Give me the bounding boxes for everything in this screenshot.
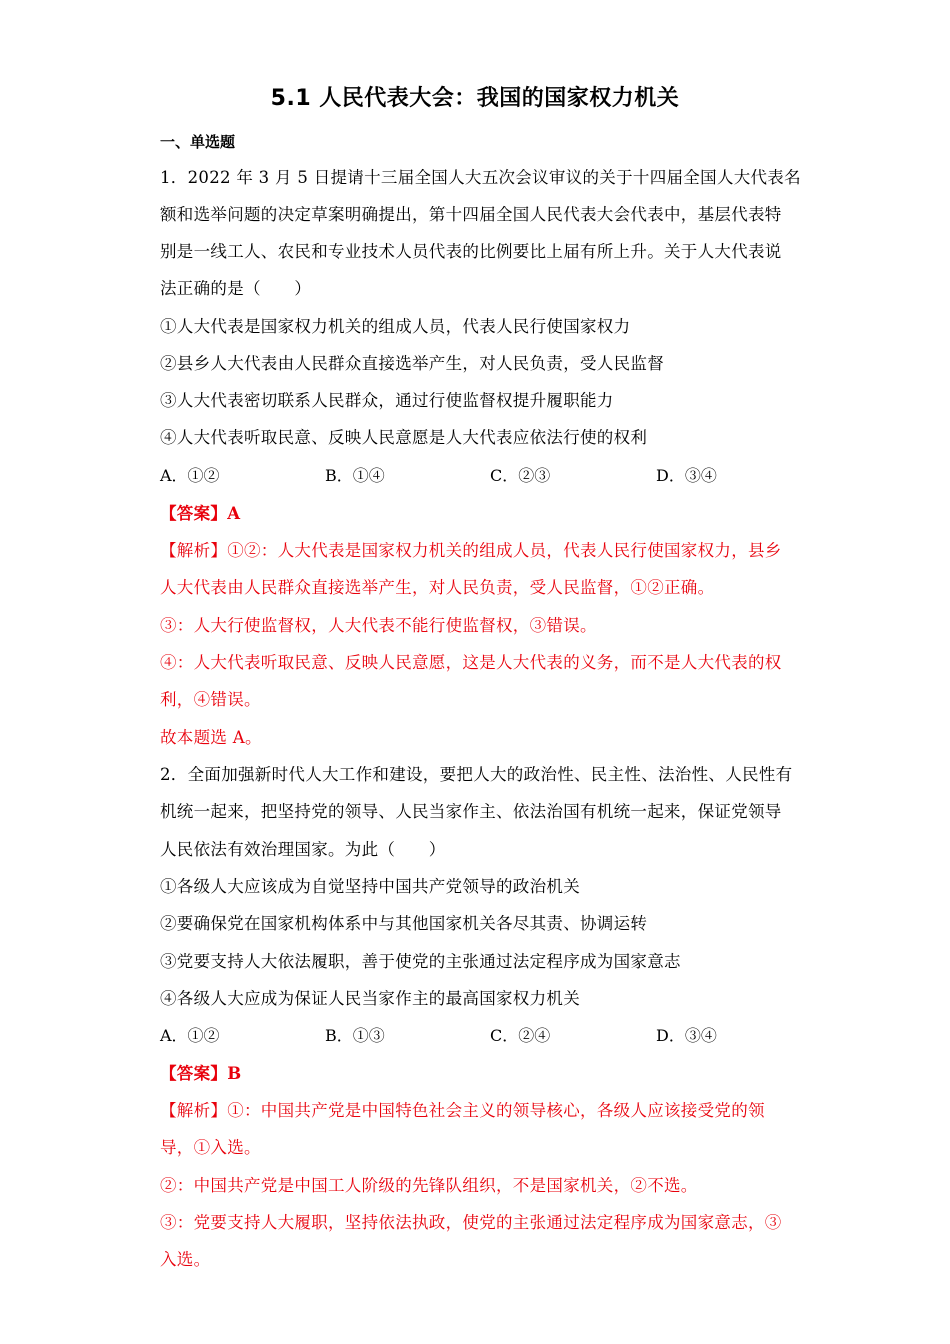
q1-statement: ④人大代表听取民意、反映人民意愿是人大代表应依法行使的权利 <box>160 428 648 447</box>
q2-analysis-line: ③：党要支持人大履职，坚持依法执政，使党的主张通过法定程序成为国家意志，③ <box>160 1213 782 1232</box>
q1-option-b: B．①④ <box>325 466 385 485</box>
q2-stem-line: 机统一起来，把坚持党的领导、人民当家作主、依法治国有机统一起来，保证党领导 <box>160 802 782 821</box>
q1-stem-line: 额和选举问题的决定草案明确提出，第十四届全国人民代表大会代表中，基层代表特 <box>160 205 782 224</box>
q2-statement: ②要确保党在国家机构体系中与其他国家机关各尽其责、协调运转 <box>160 914 648 933</box>
q1-analysis-line: 【解析】①②：人大代表是国家权力机关的组成人员，代表人民行使国家权力，县乡 <box>160 541 782 560</box>
q1-analysis-line: ④：人大代表听取民意、反映人民意愿，这是人大代表的义务，而不是人大代表的权 <box>160 653 782 672</box>
q1-statement: ②县乡人大代表由人民群众直接选举产生，对人民负责，受人民监督 <box>160 354 664 373</box>
q2-option-a: A．①② <box>160 1026 220 1045</box>
q1-stem-line: 法正确的是（ ） <box>160 279 312 298</box>
q2-answer: 【答案】B <box>160 1064 242 1083</box>
q2-stem-line: 人民依法有效治理国家。为此（ ） <box>160 840 446 859</box>
q1-statement: ①人大代表是国家权力机关的组成人员，代表人民行使国家权力 <box>160 317 631 336</box>
q2-analysis-line: ②：中国共产党是中国工人阶级的先锋队组织，不是国家机关，②不选。 <box>160 1176 698 1195</box>
section-heading: 一、单选题 <box>160 133 236 151</box>
q2-option-b: B．①③ <box>325 1026 385 1045</box>
q1-option-d: D．③④ <box>656 466 717 485</box>
q2-analysis-line: 入选。 <box>160 1250 211 1269</box>
q1-stem-line: 别是一线工人、农民和专业技术人员代表的比例要比上届有所上升。关于人大代表说 <box>160 242 782 261</box>
q1-analysis-line: 利，④错误。 <box>160 690 261 709</box>
q2-analysis-line: 【解析】①：中国共产党是中国特色社会主义的领导核心，各级人应该接受党的领 <box>160 1101 765 1120</box>
q2-statement: ③党要支持人大依法履职，善于使党的主张通过法定程序成为国家意志 <box>160 952 681 971</box>
q1-option-a: A．①② <box>160 466 220 485</box>
q1-answer: 【答案】A <box>160 504 241 523</box>
q2-analysis-line: 导，①入选。 <box>160 1138 261 1157</box>
q1-stem-line: 1．2022 年 3 月 5 日提请十三届全国人大五次会议审议的关于十四届全国人大代表名 <box>160 168 801 187</box>
q2-stem-line: 2．全面加强新时代人大工作和建设，要把人大的政治性、民主性、法治性、人民性有 <box>160 765 793 784</box>
q2-option-d: D．③④ <box>656 1026 717 1045</box>
q1-analysis-line: 人大代表由人民群众直接选举产生，对人民负责，受人民监督，①②正确。 <box>160 578 715 597</box>
q1-analysis-line: 故本题选 A。 <box>160 728 262 747</box>
q2-option-c: C．②④ <box>490 1026 551 1045</box>
q1-analysis-line: ③：人大行使监督权，人大代表不能行使监督权，③错误。 <box>160 616 597 635</box>
q1-option-c: C．②③ <box>490 466 551 485</box>
q2-statement: ①各级人大应该成为自觉坚持中国共产党领导的政治机关 <box>160 877 580 896</box>
page-title: 5.1 人民代表大会：我国的国家权力机关 <box>270 86 680 111</box>
q1-statement: ③人大代表密切联系人民群众，通过行使监督权提升履职能力 <box>160 391 614 410</box>
q2-statement: ④各级人大应成为保证人民当家作主的最高国家权力机关 <box>160 989 580 1008</box>
